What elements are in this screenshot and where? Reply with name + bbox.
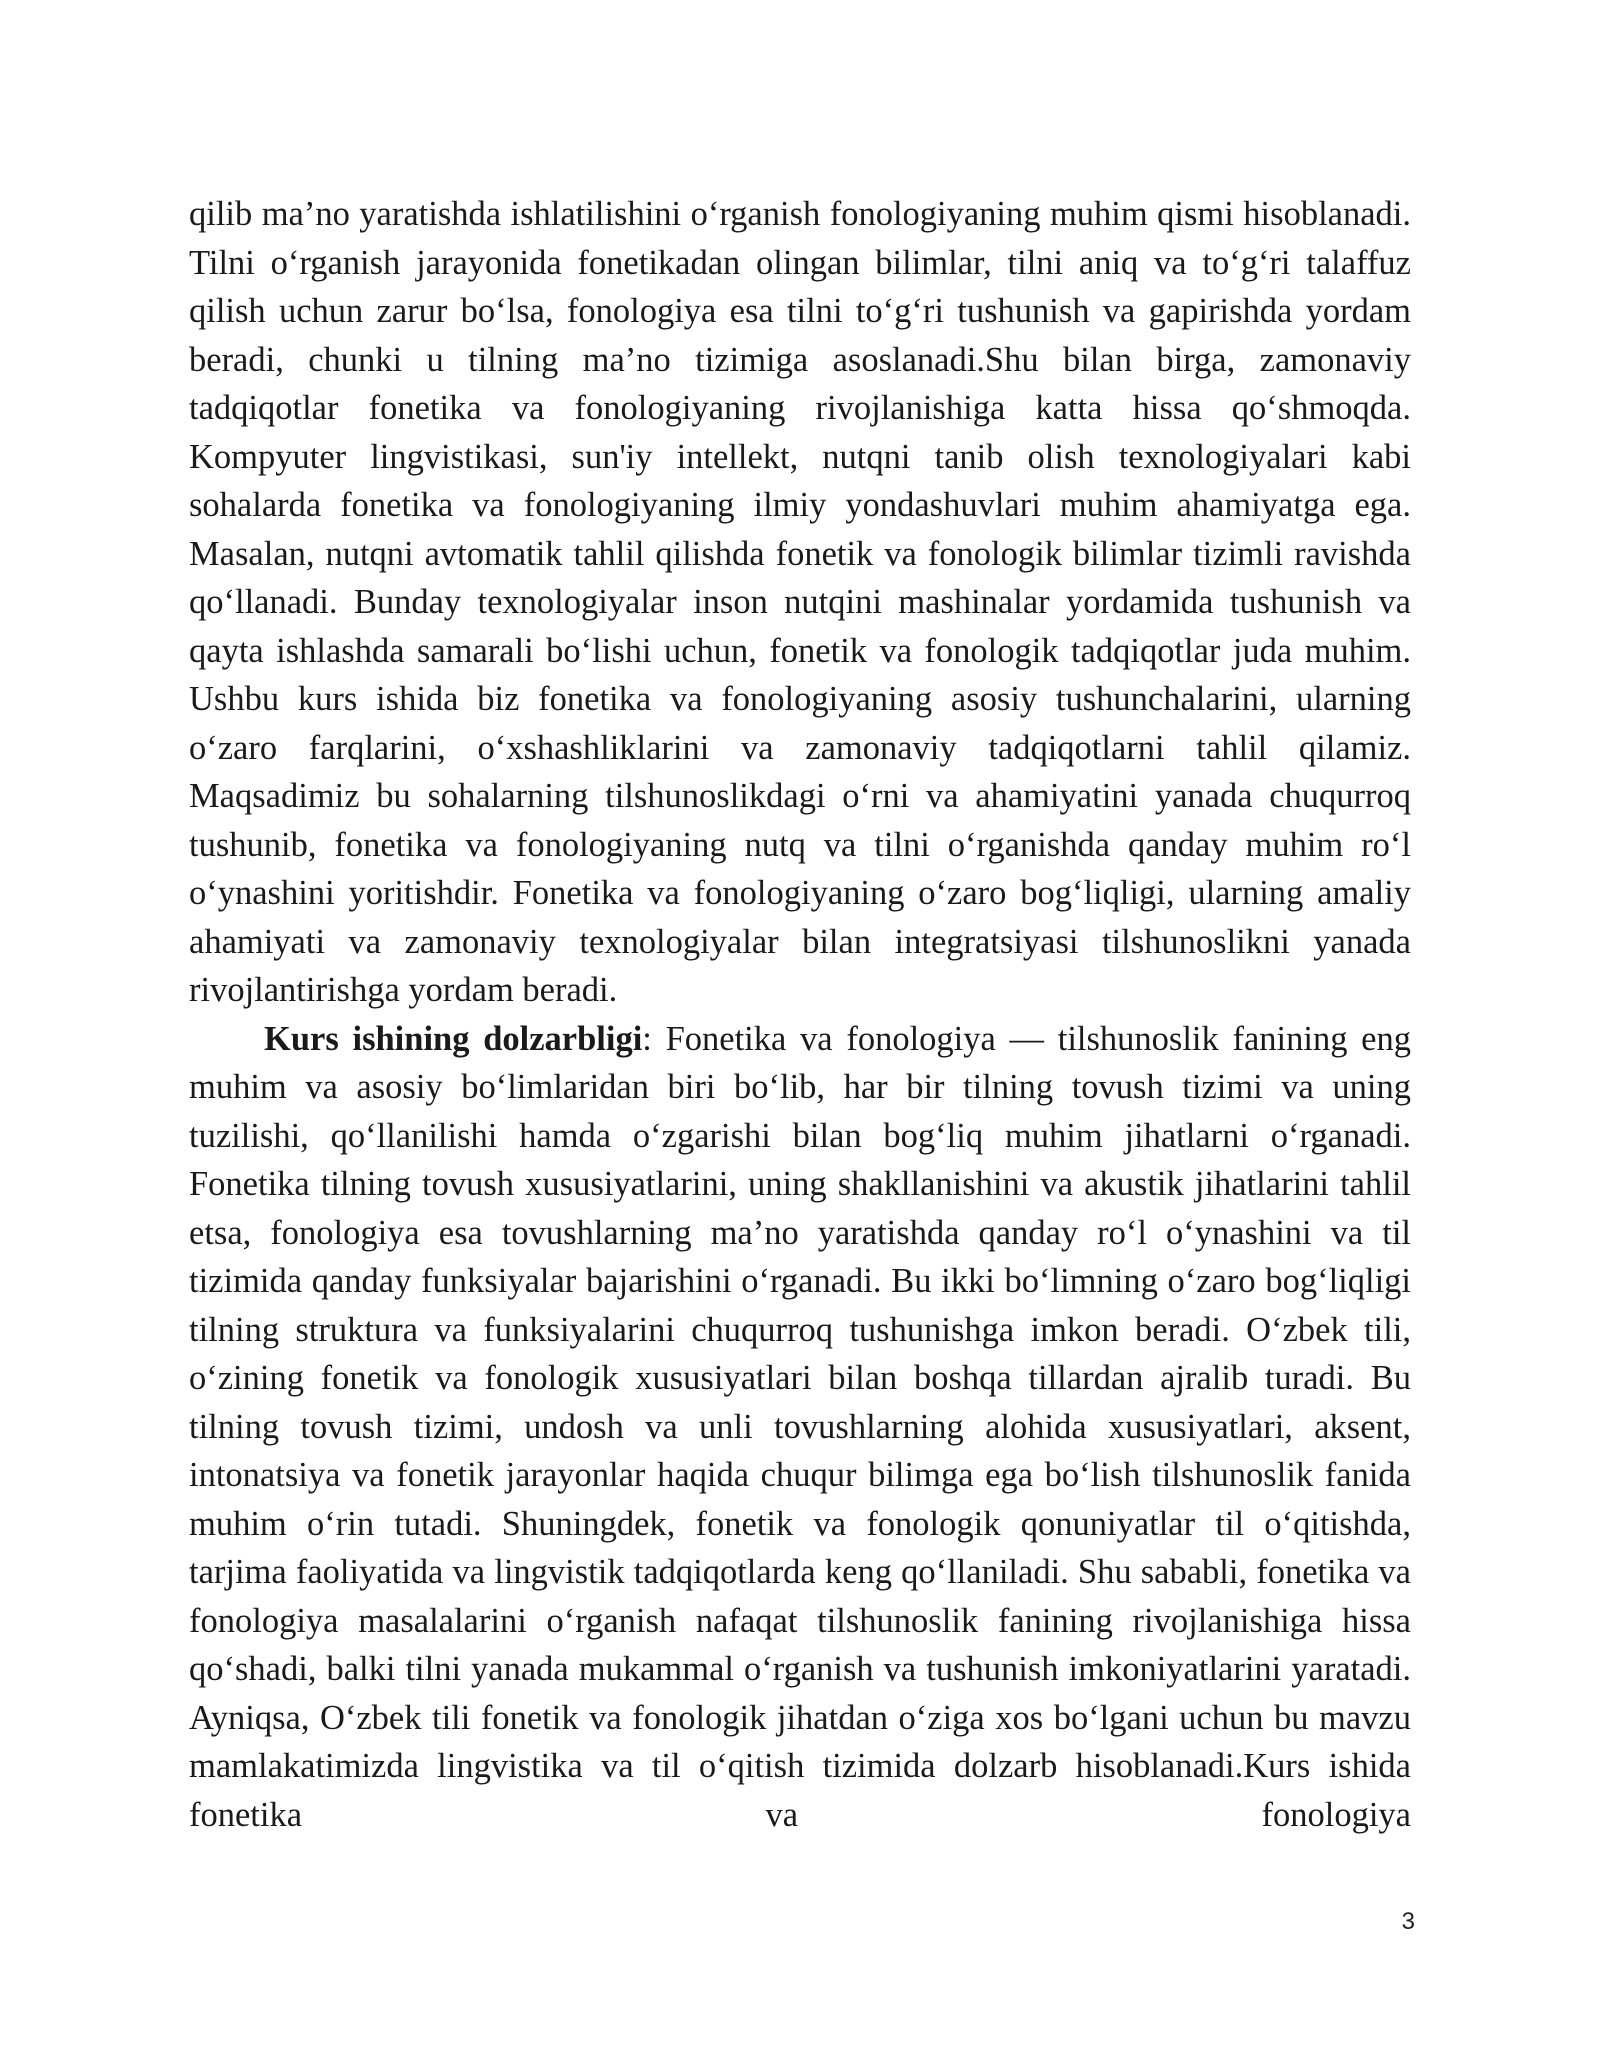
body-text [189,190,1411,1839]
page-number: 3 [1401,1908,1415,1935]
paragraph-relevance [189,1015,1411,1840]
relevance-heading: Kurs ishining dolzarbligi [264,1019,643,1058]
relevance-text: : Fonetika va fonologiya — tilshunoslik fanining eng muhim va asosiy bo‘limlaridan biri bo‘lib, har bir tilning tovush tizimi va uning tuzilishi, qo‘llanilishi hamda o‘zgarishi bilan bog‘liq muhim jihatlarni o‘rganadi. Fonetika tilning tovush xususiyatlarini, uning shakllanishini va akustik jihatlarini tahlil etsa, fonologiya esa tovushlarning ma’no yaratishda qanday ro‘l o‘ynashini va til tizimida qanday funksiyalar bajarishini o‘rganadi. Bu ikki bo‘limning o‘zaro bog‘liqligi tilning struktura va funksiyalarini chuqurroq tushunishga imkon beradi. O‘zbek tili, o‘zining fonetik va fonologik xususiyatlari bilan boshqa tillardan ajralib turadi. Bu tilning tovush tizimi, undosh va unli tovushlarning alohida xususiyatlari, aksent, intonatsiya va fonetik jarayonlar haqida chuqur bilimga ega bo‘lish tilshunoslik fanida muhim o‘rin tutadi. Shuningdek, fonetik va fonologik qonuniyatlar til o‘qitishda, tarjima faoliyatida va lingvistik tadqiqotlarda keng qo‘llaniladi. Shu sababli, fonetika va fonologiya masalalarini o‘rganish nafaqat tilshunoslik fanining rivojlanishiga hissa qo‘shadi, balki tilni yanada mukammal o‘rganish va tushunish imkoniyatlarini yaratadi. Ayniqsa, O‘zbek tili fonetik va fonologik jihatdan o‘ziga xos bo‘lgani uchun bu mavzu mamlakatimizda lingvistika va til o‘qitish tizimida dolzarb hisoblanadi.Kurs ishida fonetika va fonologiya [189,1019,1411,1834]
paragraph-intro-continuation: qilib ma’no yaratishda ishlatilishini o‘rganish fonologiyaning muhim qismi hisoblanadi. Tilni o‘rganish jarayonida fonetikadan olingan bilimlar, tilni aniq va to‘g‘ri talaffuz qilish uchun zarur bo‘lsa, fonologiya esa tilni to‘g‘ri tushunish va gapirishda yordam beradi, chunki u tilning ma’no tizimiga asoslanadi.Shu bilan birga, zamonaviy tadqiqotlar fonetika va fonologiyaning rivojlanishiga katta hissa qo‘shmoqda. Kompyuter lingvistikasi, sun'iy intellekt, nutqni tanib olish texnologiyalari kabi sohalarda fonetika va fonologiyaning ilmiy yondashuvlari muhim ahamiyatga ega. Masalan, nutqni avtomatik tahlil qilishda fonetik va fonologik bilimlar tizimli ravishda qo‘llanadi. Bunday texnologiyalar inson nutqini mashinalar yordamida tushunish va qayta ishlashda samarali bo‘lishi uchun, fonetik va fonologik tadqiqotlar juda muhim. Ushbu kurs ishida biz fonetika va fonologiyaning asosiy tushunchalarini, ularning o‘zaro farqlarini, o‘xshashliklarini va zamonaviy tadqiqotlarni tahlil qilamiz. Maqsadimiz bu sohalarning tilshunoslikdagi o‘rni va ahamiyatini yanada chuqurroq tushunib, fonetika va fonologiyaning nutq va tilni o‘rganishda qanday muhim ro‘l o‘ynashini yoritishdir. Fonetika va fonologiyaning o‘zaro bog‘liqligi, ularning amaliy ahamiyati va zamonaviy texnologiyalar bilan integratsiyasi tilshunoslikni yanada rivojlantirishga yordam beradi. [189,195,1411,1009]
